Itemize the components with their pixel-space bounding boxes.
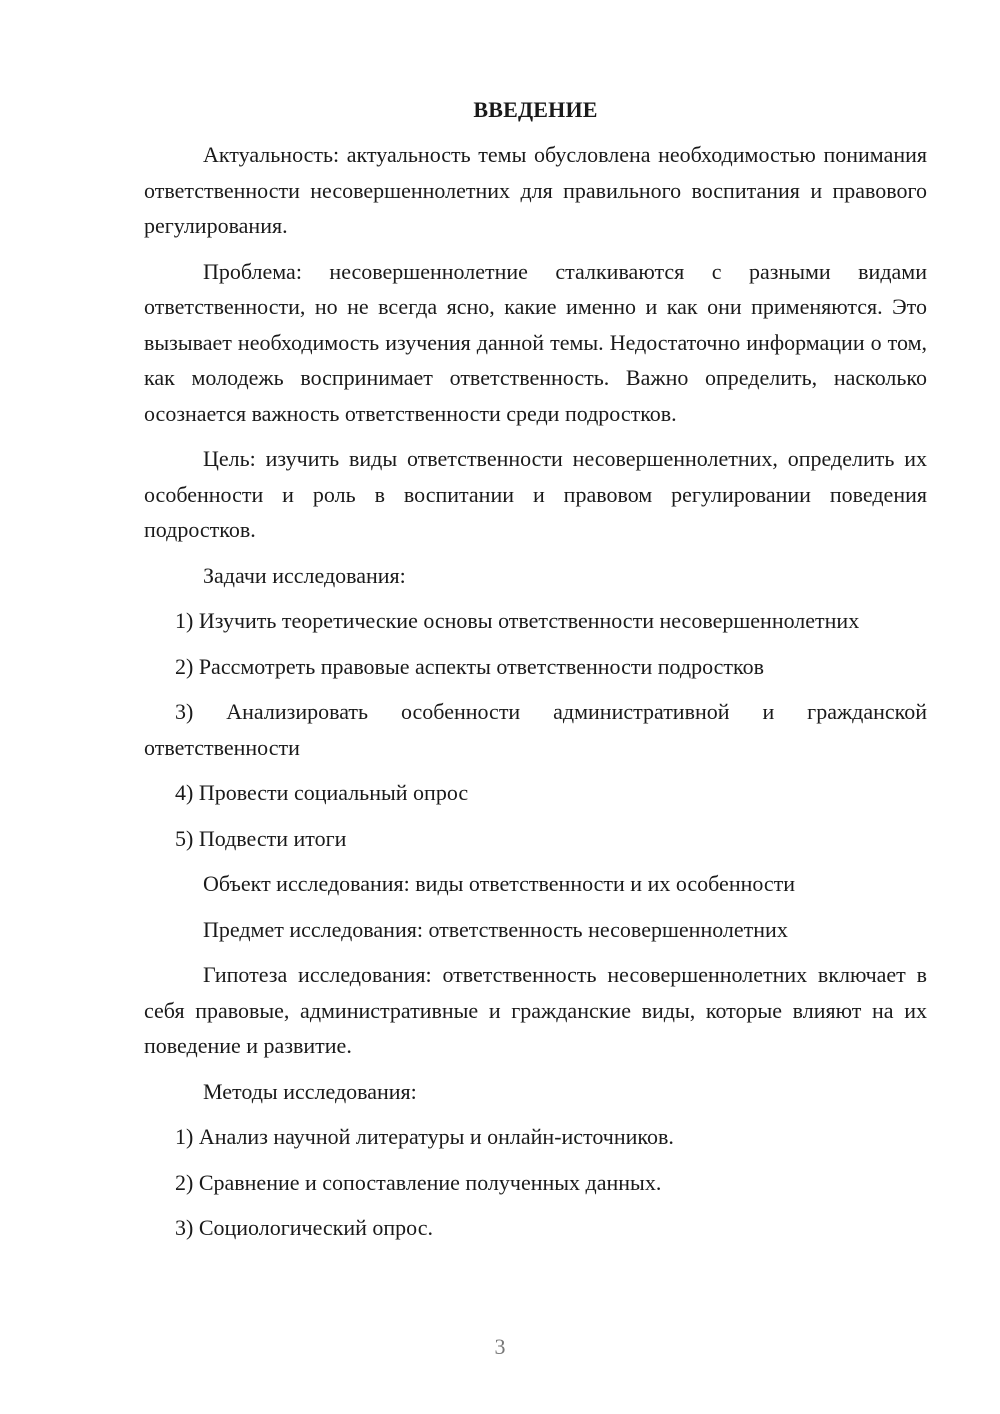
methods-heading: Методы исследования: xyxy=(203,1078,417,1104)
relevance-paragraph: Актуальность: актуальность темы обусловлена необходимостью понимания ответственности несовершеннолетних для правильного воспитания и правового регулирования. xyxy=(144,142,927,238)
task-item-1: 1) Изучить теоретические основы ответственности несовершеннолетних xyxy=(175,608,860,633)
research-subject: Предмет исследования: ответственность несовершеннолетних xyxy=(203,916,788,942)
tasks-heading: Задачи исследования: xyxy=(203,562,406,588)
page-number: 3 xyxy=(494,1334,506,1359)
task-item-2: 2) Рассмотреть правовые аспекты ответственности подростков xyxy=(175,653,764,679)
task-item-4: 4) Провести социальный опрос xyxy=(175,780,469,805)
method-item-2: 2) Сравнение и сопоставление полученных данных. xyxy=(175,1169,662,1195)
research-hypothesis: Гипотеза исследования: ответственность несовершеннолетних включает в себя правовые, административные и гражданские виды, которые влияют на их поведение и развитие. xyxy=(144,962,927,1058)
method-item-3: 3) Социологический опрос. xyxy=(175,1215,433,1240)
goal-paragraph: Цель: изучить виды ответственности несовершеннолетних, определить их особенности и роль в воспитании и правовом регулировании поведения подростков. xyxy=(144,446,927,542)
research-object: Объект исследования: виды ответственности и их особенности xyxy=(203,871,796,896)
problem-paragraph: Проблема: несовершеннолетние сталкиваются с разными видами ответственности, но не всегда ясно, какие именно и как они применяются. Это вызывает необходимость изучения данной темы. Недостаточно информации о том, как молодежь воспринимает ответственность. Важно определить, насколько осознается важность ответственности среди подростков. xyxy=(144,258,927,426)
task-item-3: 3) Анализировать особенности административной и гражданской ответственности xyxy=(144,699,927,760)
page-title: ВВЕДЕНИЕ xyxy=(473,97,598,122)
document-page xyxy=(144,92,927,1256)
method-item-1: 1) Анализ научной литературы и онлайн-источников. xyxy=(175,1124,674,1149)
task-item-5: 5) Подвести итоги xyxy=(175,825,347,851)
